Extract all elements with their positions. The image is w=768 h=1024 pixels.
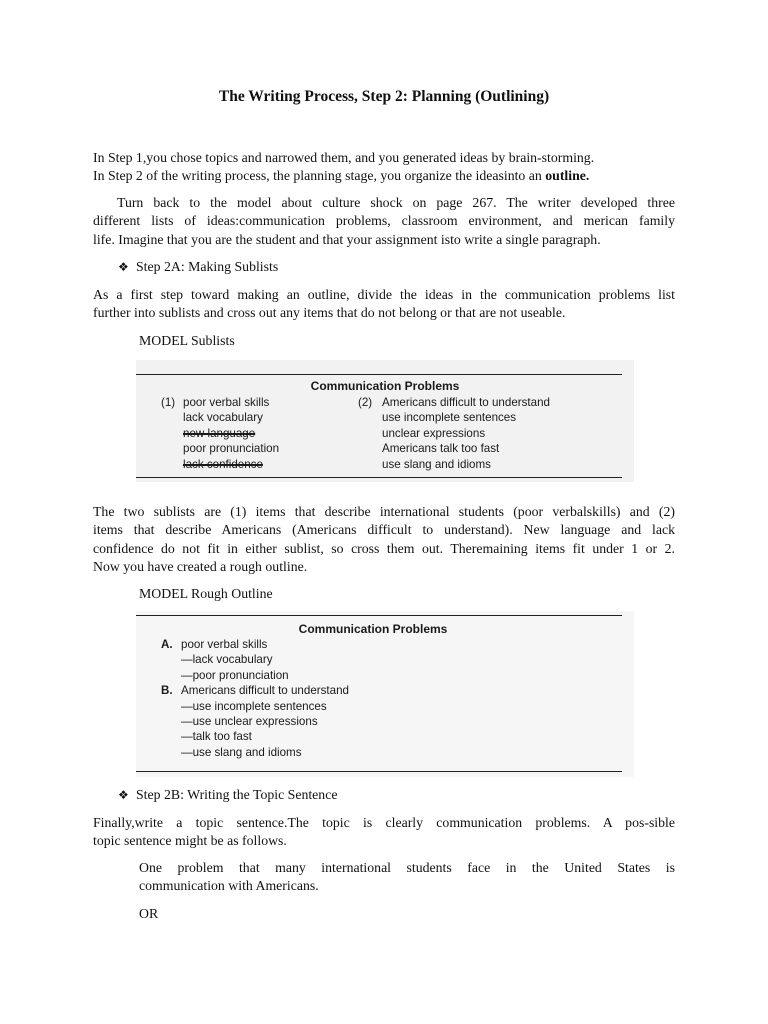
step-2b-paragraph — [93, 814, 675, 851]
turn-back-paragraph — [93, 194, 675, 249]
outline-term: outline. — [545, 168, 590, 184]
two-sublists-line-2: items that describe Americans (Americans difficult to understand). New language and lack — [93, 522, 675, 538]
page-title: The Writing Process, Step 2: Planning (Outlining) — [218, 88, 550, 105]
diamond-bullet-icon: ❖ — [118, 788, 129, 802]
list-item — [161, 714, 349, 729]
rough-outline-figure — [136, 611, 634, 777]
struck-item-text: lack confidence — [183, 457, 263, 471]
two-sublists-line-4: Now you have created a rough outline. — [93, 559, 308, 575]
intro-paragraph — [93, 149, 675, 186]
outline-subitem-text: —use unclear expressions — [181, 714, 318, 728]
step-2b-line-2: topic sentence might be as follows. — [93, 833, 287, 849]
sublist-number-1: (1) — [161, 396, 176, 409]
step-2a-heading — [118, 258, 278, 276]
diamond-bullet-icon: ❖ — [118, 260, 129, 274]
outline-title: Communication Problems — [298, 622, 448, 636]
sublist-number-2: (2) — [358, 396, 373, 409]
outline-heading-a — [161, 637, 349, 652]
list-item — [161, 410, 279, 425]
step-2b-line-1: Finally,write a topic sentence.The topic is clearly communication problems. A pos-sible — [93, 815, 675, 830]
sublist-right — [358, 395, 550, 472]
turn-back-line-2: different lists of ideas:communication problems, classroom environment, and merican family — [93, 213, 675, 229]
intro-line-1: In Step 1,you chose topics and narrowed them, and you generated ideas by brain-storming. — [93, 150, 595, 165]
outline-subitem-text: —use incomplete sentences — [181, 699, 327, 713]
sublist-item-text: poor pronunciation — [183, 442, 280, 456]
list-item — [161, 426, 279, 441]
two-sublists-line-1: The two sublists are (1) items that describe international students (poor verbalskills) and (2) — [93, 504, 675, 519]
figure-top-rule — [136, 615, 622, 616]
outline-heading-text: Americans difficult to understand — [181, 684, 349, 698]
turn-back-line-1: Turn back to the model about culture shock on page 267. The writer developed three — [117, 195, 675, 210]
list-item — [358, 457, 550, 472]
list-item — [358, 441, 550, 456]
outline-subitem-text: —talk too fast — [181, 730, 252, 744]
step-2a-paragraph — [93, 286, 675, 323]
example-topic-sentence — [139, 859, 675, 896]
list-item — [358, 395, 550, 410]
outline-heading-text: poor verbal skills — [181, 638, 268, 651]
struck-item-text: new language — [183, 426, 256, 440]
list-item — [161, 441, 279, 456]
model-sublists-label: MODEL Sublists — [139, 333, 235, 348]
two-sublists-line-3: confidence do not fit in either sublist, so cross them out. Theremaining items fit under 1 or 2. — [93, 540, 675, 556]
outline-subitem-text: —poor pronunciation — [181, 668, 289, 682]
step-2a-label: Step 2A: Making Sublists — [136, 259, 279, 274]
outline-letter-a: A. — [161, 638, 173, 651]
turn-back-line-3: life. Imagine that you are the student and that your assignment isto write a single paragraph. — [93, 231, 601, 247]
list-item — [161, 652, 349, 667]
two-sublists-paragraph — [93, 503, 675, 577]
sublists-figure — [136, 360, 634, 482]
outline-letter-b: B. — [161, 684, 173, 698]
sublist-item-text: Americans talk too fast — [382, 442, 500, 456]
list-item — [358, 410, 550, 425]
step-2a-line-1: As a first step toward making an outline, divide the ideas in the communication problems list — [93, 287, 675, 302]
sublist-left — [161, 395, 279, 472]
list-item — [161, 745, 349, 760]
sublists-title: Communication Problems — [310, 379, 460, 393]
list-item — [161, 729, 349, 744]
step-2b-label: Step 2B: Writing the Topic Sentence — [136, 787, 338, 802]
figure-bottom-rule — [136, 477, 622, 478]
or-label: OR — [139, 906, 159, 921]
sublist-item-text: poor verbal skills — [183, 396, 270, 409]
model-outline-label: MODEL Rough Outline — [139, 586, 273, 601]
step-2b-heading — [118, 786, 337, 804]
example-line-2: communication with Americans. — [139, 878, 319, 894]
intro-line-2 — [93, 167, 675, 185]
outline-subitem-text: —use slang and idioms — [181, 745, 302, 759]
sublist-item-text: use slang and idioms — [382, 457, 491, 471]
list-item — [161, 699, 349, 714]
outline-subitem-text: —lack vocabulary — [181, 653, 273, 667]
list-item — [161, 668, 349, 683]
sublist-item-text: lack vocabulary — [183, 411, 263, 425]
list-item — [161, 395, 279, 410]
intro-line-2-text: In Step 2 of the writing process, the planning stage, you organize the ideasinto an — [93, 168, 546, 184]
step-2a-line-2: further into sublists and cross out any items that do not belong or that are not useable. — [93, 305, 566, 321]
sublist-item-text: use incomplete sentences — [382, 411, 517, 425]
figure-top-rule — [136, 374, 622, 375]
figure-bottom-rule — [136, 771, 622, 772]
sublist-item-text: unclear expressions — [382, 426, 486, 440]
list-item — [358, 426, 550, 441]
outline-heading-b — [161, 683, 349, 698]
example-line-1: One problem that many international students face in the United States is — [139, 860, 675, 875]
outline-body — [161, 637, 349, 760]
list-item — [161, 457, 279, 472]
sublist-item-text: Americans difficult to understand — [382, 396, 550, 409]
